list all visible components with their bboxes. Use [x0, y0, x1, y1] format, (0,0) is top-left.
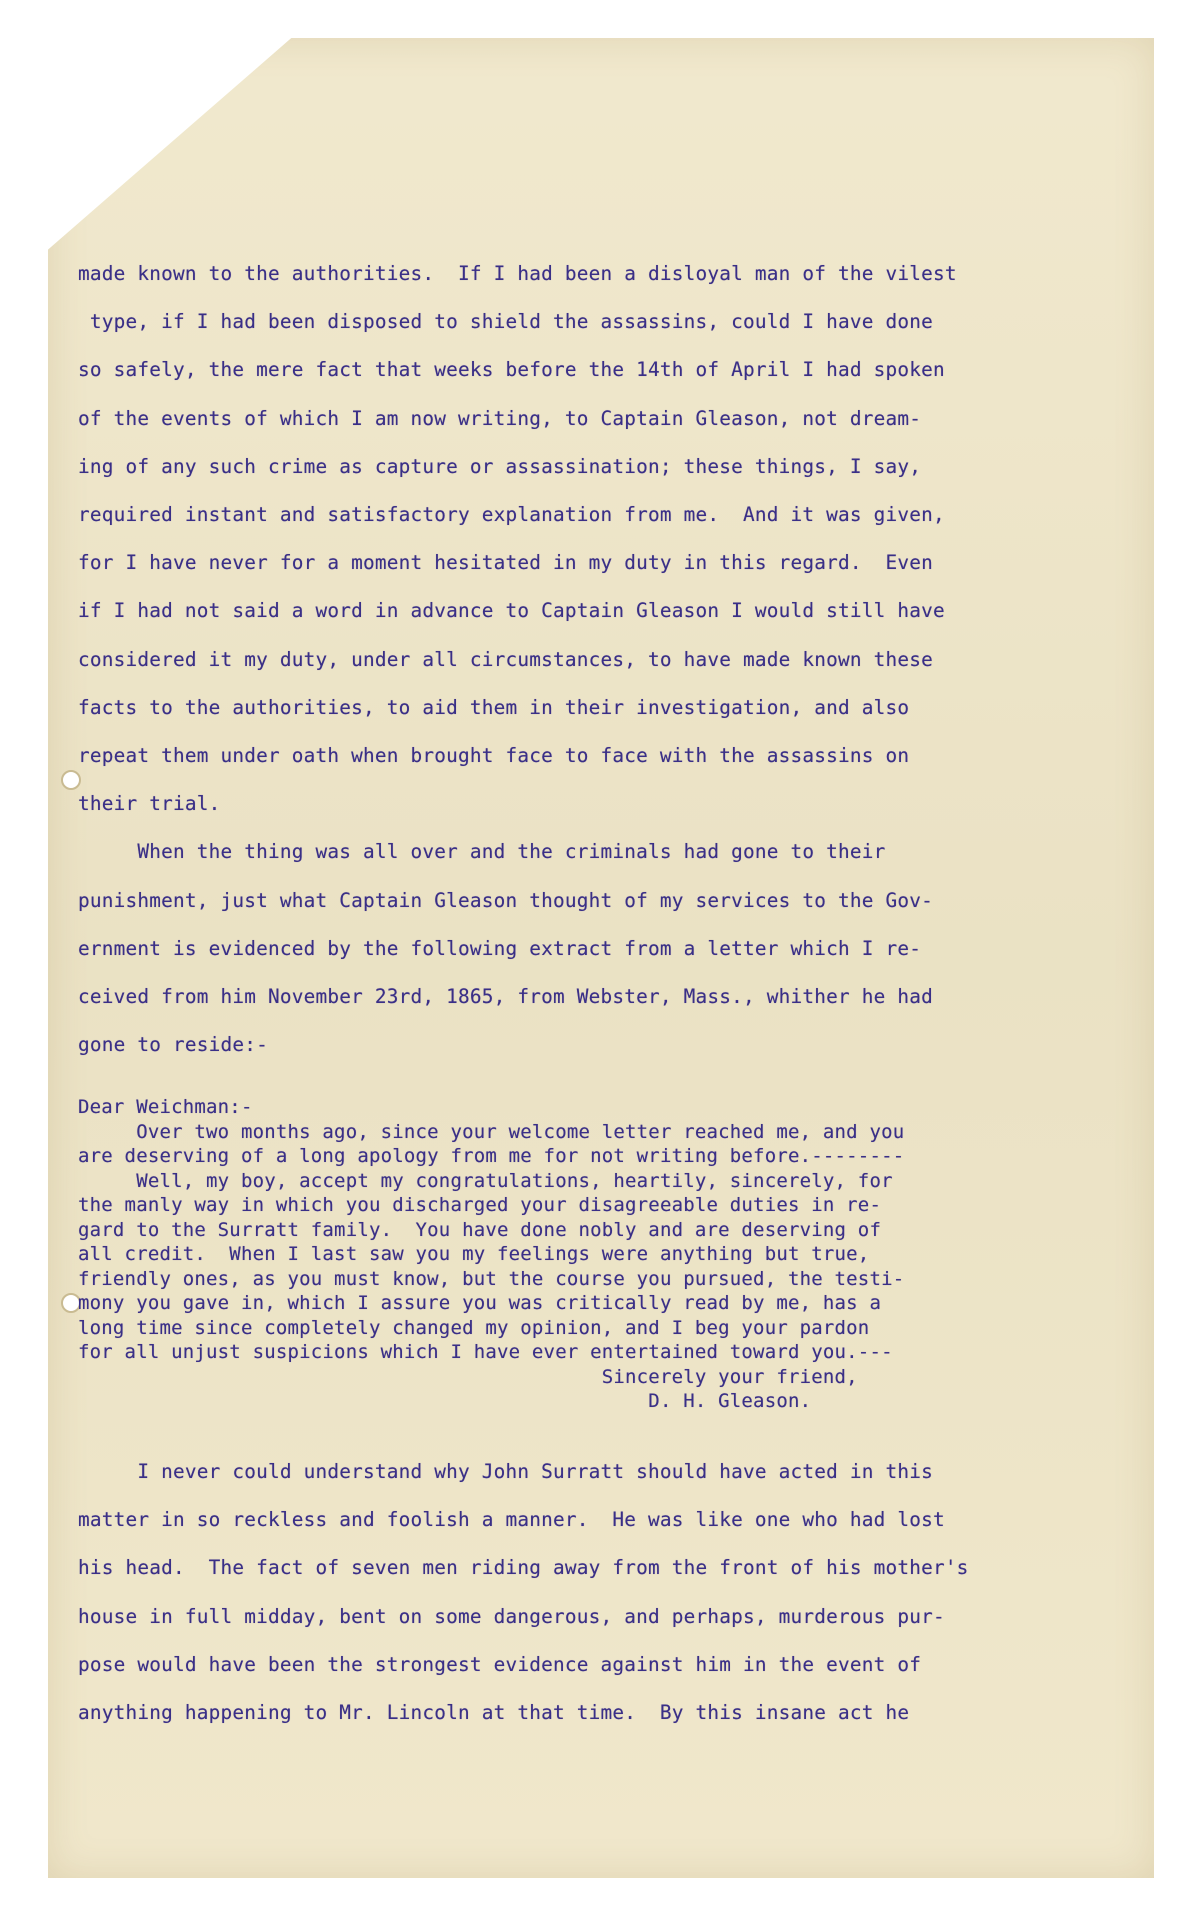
- letter-line: mony you gave in, which I assure you was critically read by me, has a: [78, 1292, 882, 1315]
- text-line: I never could understand why John Surratt should have acted in this: [78, 1459, 933, 1483]
- typed-text-body: [78, 250, 1118, 1737]
- letter-line: friendly ones, as you must know, but the course you pursued, the testi-: [78, 1267, 905, 1290]
- letter-line: for all unjust suspicions which I have ever entertained toward you.---: [78, 1341, 893, 1364]
- quoted-letter: [78, 1095, 1118, 1414]
- text-line: type, if I had been disposed to shield the assassins, could I have done: [78, 310, 933, 334]
- text-line: his head. The fact of seven men riding away from the front of his mother's: [78, 1556, 969, 1580]
- text-line: punishment, just what Captain Gleason thought of my services to the Gov-: [78, 888, 933, 912]
- text-line: facts to the authorities, to aid them in their investigation, and also: [78, 695, 910, 719]
- letter-salutation: Dear Weichman:-: [78, 1096, 253, 1119]
- text-line: if I had not said a word in advance to Captain Gleason I would still have: [78, 599, 945, 623]
- text-line: ing of any such crime as capture or assassination; these things, I say,: [78, 454, 922, 478]
- letter-closing: Sincerely your friend,: [78, 1365, 858, 1388]
- text-line: required instant and satisfactory explanation from me. And it was given,: [78, 503, 945, 527]
- text-line: pose would have been the strongest evidence against him in the event of: [78, 1652, 922, 1676]
- paragraph-1: [78, 250, 1118, 828]
- letter-line: are deserving of a long apology from me for not writing before.--------: [78, 1145, 905, 1168]
- text-line: gone to reside:-: [78, 1033, 268, 1057]
- paragraph-3: [78, 1448, 1118, 1737]
- letter-line: long time since completely changed my opinion, and I beg your pardon: [78, 1316, 870, 1339]
- letter-line: the manly way in which you discharged your disagreeable duties in re-: [78, 1194, 882, 1217]
- text-line: their trial.: [78, 792, 221, 816]
- letter-line: Well, my boy, accept my congratulations, heartily, sincerely, for: [78, 1169, 893, 1192]
- text-line: ernment is evidenced by the following extract from a letter which I re-: [78, 936, 922, 960]
- text-line: of the events of which I am now writing, to Captain Gleason, not dream-: [78, 406, 922, 430]
- letter-signature: D. H. Gleason.: [78, 1390, 812, 1413]
- text-line: so safely, the mere fact that weeks before the 14th of April I had spoken: [78, 358, 945, 382]
- letter-line: gard to the Surratt family. You have done nobly and are deserving of: [78, 1218, 882, 1241]
- paragraph-2: [78, 828, 1118, 1069]
- text-line: anything happening to Mr. Lincoln at that time. By this insane act he: [78, 1700, 910, 1724]
- text-line: considered it my duty, under all circumstances, to have made known these: [78, 647, 933, 671]
- text-line: house in full midday, bent on some dangerous, and perhaps, murderous pur-: [78, 1604, 945, 1628]
- text-line: When the thing was all over and the criminals had gone to their: [78, 840, 886, 864]
- text-line: for I have never for a moment hesitated in my duty in this regard. Even: [78, 551, 933, 575]
- text-line: matter in so reckless and foolish a manner. He was like one who had lost: [78, 1508, 945, 1532]
- letter-line: Over two months ago, since your welcome letter reached me, and you: [78, 1120, 905, 1143]
- text-line: made known to the authorities. If I had been a disloyal man of the vilest: [78, 262, 957, 285]
- text-line: ceived from him November 23rd, 1865, from Webster, Mass., whither he had: [78, 985, 933, 1009]
- text-line: repeat them under oath when brought face to face with the assassins on: [78, 744, 910, 768]
- letter-line: all credit. When I last saw you my feelings were anything but true,: [78, 1243, 870, 1266]
